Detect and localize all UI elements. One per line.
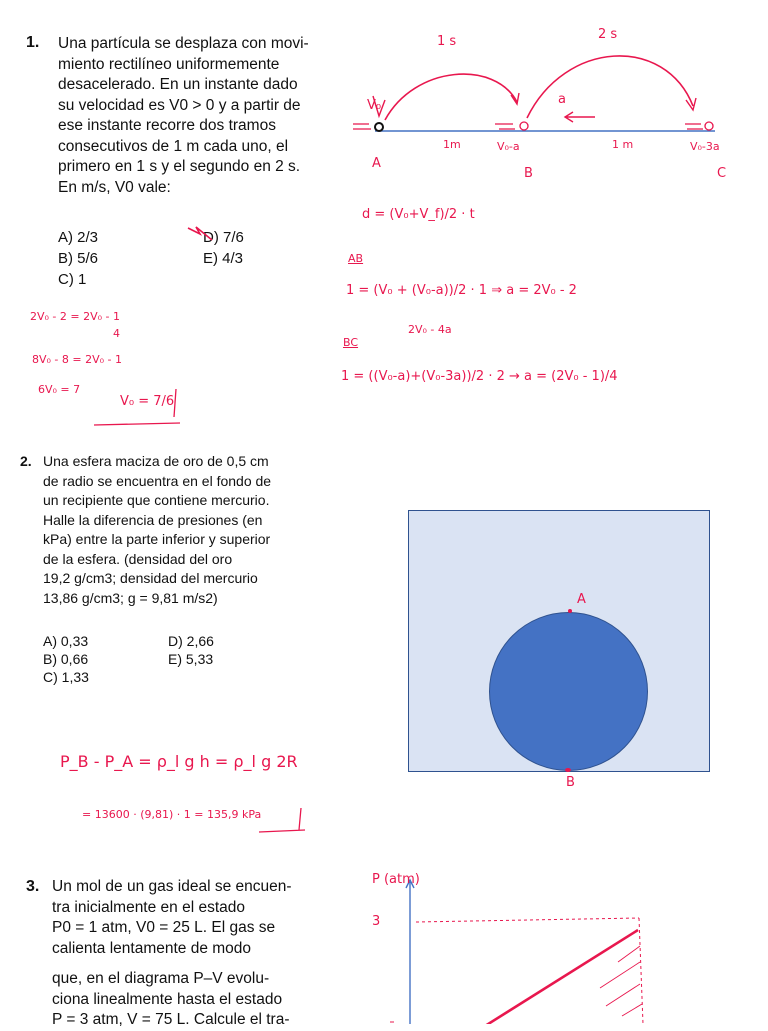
segment-ab-label: AB bbox=[348, 252, 364, 265]
q3-line: Un mol de un gas ideal se encuen- bbox=[52, 878, 292, 895]
pv-diagram bbox=[360, 866, 660, 1024]
q1-option-b: B) 5/6 bbox=[58, 250, 99, 267]
q1-line: miento rectilíneo uniformemente bbox=[58, 55, 280, 73]
q1-option-a: A) 2/3 bbox=[58, 229, 99, 246]
question-1-number: 1. bbox=[26, 34, 40, 51]
q1-work-line-2: 8V₀ - 8 = 2V₀ - 1 bbox=[32, 353, 122, 366]
point-c-label: C bbox=[717, 166, 727, 181]
distance-label-2: 1 m bbox=[612, 138, 634, 151]
initial-velocity-label: V₀ bbox=[367, 98, 382, 113]
question-2-text bbox=[43, 452, 279, 608]
q2-option-e: E) 5,33 bbox=[168, 651, 214, 667]
answer-box-lines bbox=[88, 385, 188, 430]
q3-line: tra inicialmente en el estado bbox=[52, 898, 246, 916]
q2-option-d: D) 2,66 bbox=[168, 633, 214, 649]
question-2-number: 2. bbox=[20, 453, 32, 469]
time-label-1: 1 s bbox=[437, 34, 457, 49]
formula-bc: 1 = ((V₀-a)+(V₀-3a))/2 · 2 → a = (2V₀ - 1)/4 bbox=[341, 369, 618, 384]
motion-diagram bbox=[345, 20, 755, 190]
q2-line: Halle la diferencia de presiones (en bbox=[43, 511, 263, 528]
q2-option-c: C) 1,33 bbox=[43, 669, 89, 685]
q2-line: kPa) entre la parte inferior y superior bbox=[43, 531, 271, 547]
gold-sphere bbox=[489, 612, 648, 771]
q1-line: primero en 1 s y el segundo en 2 s. bbox=[58, 158, 301, 175]
pv-axis-label: P (atm) bbox=[372, 872, 420, 887]
question-3-text bbox=[52, 877, 322, 1031]
q2-option-b: B) 0,66 bbox=[43, 651, 89, 667]
q2-line: 13,86 g/cm3; g = 9,81 m/s2) bbox=[43, 589, 218, 606]
point-a-label: A bbox=[372, 156, 381, 171]
pv-tick-3: 3 bbox=[372, 914, 381, 929]
q3-line: P0 = 1 atm, V0 = 25 L. El gas se bbox=[52, 919, 276, 936]
q2-line: de radio se encuentra en el fondo de bbox=[43, 472, 272, 489]
question-1-text bbox=[58, 34, 332, 198]
velocity-c-label: V₀-3a bbox=[690, 140, 720, 153]
time-label-2: 2 s bbox=[598, 27, 618, 42]
point-b-label: B bbox=[524, 166, 533, 181]
q2-work-line-1: P_B - P_A = ρ_l g h = ρ_l g 2R bbox=[60, 752, 298, 771]
q1-option-d: D) 7/6 bbox=[203, 229, 244, 246]
q2-line: de la esfera. (densidad del oro bbox=[43, 550, 233, 567]
q1-line: Una partícula se desplaza con movi- bbox=[58, 35, 309, 52]
formula-distance: d = (V₀+V_f)/2 · t bbox=[362, 207, 475, 222]
q2-answer-box-lines bbox=[255, 802, 315, 836]
q3-line: calienta lentamente de modo bbox=[52, 939, 252, 957]
segment-bc-label: BC bbox=[343, 336, 359, 349]
q3-line: P = 3 atm, V = 75 L. Calcule el tra- bbox=[52, 1011, 290, 1028]
q1-line: ese instante recorre dos tramos bbox=[58, 117, 276, 134]
q1-work-line-3: 6V₀ = 7 bbox=[38, 383, 81, 396]
formula-ab: 1 = (V₀ + (V₀-a))/2 · 1 ⇒ a = 2V₀ - 2 bbox=[346, 283, 577, 298]
q1-work-line-1: 2V₀ - 2 = 2V₀ - 1 bbox=[30, 310, 120, 323]
q3-line: ciona linealmente hasta el estado bbox=[52, 990, 283, 1008]
velocity-b-label: V₀-a bbox=[497, 140, 520, 153]
answer-check-mark bbox=[186, 222, 220, 244]
q2-work-line-2: = 13600 · (9,81) · 1 = 135,9 kPa bbox=[82, 808, 262, 821]
q2-line: un recipiente que contiene mercurio. bbox=[43, 492, 270, 508]
question-3-number: 3. bbox=[26, 878, 40, 895]
q1-line: consecutivos de 1 m cada uno, el bbox=[58, 137, 289, 155]
distance-label-1: 1m bbox=[443, 138, 461, 151]
q1-line: desacelerado. En un instante dado bbox=[58, 76, 298, 93]
point-b-marker bbox=[565, 768, 571, 772]
q1-line: su velocidad es V0 > 0 y a partir de bbox=[58, 96, 301, 114]
sphere-label-b: B bbox=[566, 775, 575, 790]
sphere-label-a: A bbox=[577, 592, 586, 607]
q2-option-a: A) 0,33 bbox=[43, 633, 89, 649]
q1-option-c: C) 1 bbox=[58, 271, 87, 288]
q2-line: 19,2 g/cm3; densidad del mercurio bbox=[43, 570, 258, 586]
point-a-marker bbox=[568, 609, 572, 613]
q1-work-denominator: 4 bbox=[113, 327, 120, 340]
q3-line: que, en el diagrama P–V evolu- bbox=[52, 970, 270, 987]
substitution-note: 2V₀ - 4a bbox=[408, 323, 452, 336]
q1-work-answer: V₀ = 7/6 bbox=[120, 394, 175, 409]
acceleration-label: a bbox=[558, 92, 566, 107]
q1-option-e: E) 4/3 bbox=[203, 250, 244, 267]
q1-line: En m/s, V0 vale: bbox=[58, 178, 171, 196]
q2-line: Una esfera maciza de oro de 0,5 cm bbox=[43, 453, 269, 469]
